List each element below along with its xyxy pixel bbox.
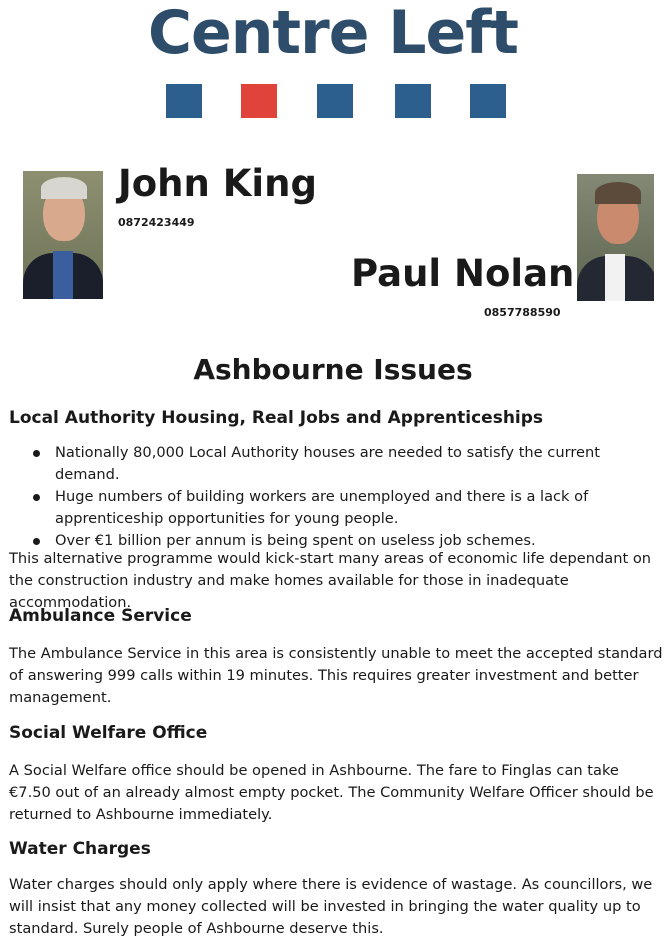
list-item: Huge numbers of building workers are unemployed and there is a lack of apprenticeship opportunities for young people. — [0, 486, 655, 530]
blue-square — [317, 84, 353, 118]
shirt-shape — [53, 251, 73, 299]
list-item: Over €1 billion per annum is being spent on useless job schemes. — [0, 530, 655, 552]
ambulance-paragraph: The Ambulance Service in this area is consistently unable to meet the accepted standard of answering 999 calls within 19 minutes. This requires greater investment and better management. — [9, 645, 663, 706]
john-king-photo — [23, 171, 103, 299]
blue-square — [395, 84, 431, 118]
hair-shape — [595, 182, 641, 204]
color-squares-row — [166, 84, 506, 120]
heading-housing-jobs: Local Authority Housing, Real Jobs and Apprenticeships — [9, 408, 544, 428]
candidate-name-john-king: John King — [118, 162, 317, 205]
social-welfare-paragraph: A Social Welfare office should be opened in Ashbourne. The fare to Finglas can take €7.50 out of an already almost empty pocket. The Community Welfare Officer should be returned to Ashbourne immediately. — [9, 762, 654, 823]
candidate-name-paul-nolan: Paul Nolan — [351, 252, 575, 295]
heading-ambulance-service: Ambulance Service — [9, 606, 192, 626]
blue-square — [166, 84, 202, 118]
heading-water-charges: Water Charges — [9, 839, 151, 859]
water-charges-paragraph: Water charges should only apply where there is evidence of wastage. As councillors, we will insist that any money collected will be invested in bringing the water quality up to standard. Surely people of Ashbourne deserve this. — [9, 876, 653, 937]
housing-paragraph: This alternative programme would kick-start many areas of economic life dependant on the construction industry and make homes available for those in inadequate accommodation. — [9, 550, 652, 611]
page-title: Centre Left — [147, 0, 518, 68]
hair-shape — [41, 177, 87, 199]
tie-shape — [605, 254, 625, 301]
bullet-icon — [33, 494, 40, 501]
red-square — [241, 84, 277, 118]
section-title-ashbourne-issues: Ashbourne Issues — [193, 353, 473, 386]
bullet-icon — [33, 450, 40, 457]
paul-nolan-photo — [577, 174, 654, 301]
bullet-icon — [33, 538, 40, 545]
blue-square — [470, 84, 506, 118]
candidate-phone-john-king: 0872423449 — [118, 216, 195, 229]
housing-bullet-list — [0, 442, 666, 552]
heading-social-welfare-office: Social Welfare Office — [9, 723, 208, 743]
candidate-phone-paul-nolan: 0857788590 — [484, 306, 561, 319]
list-item: Nationally 80,000 Local Authority houses are needed to satisfy the current demand. — [0, 442, 655, 486]
